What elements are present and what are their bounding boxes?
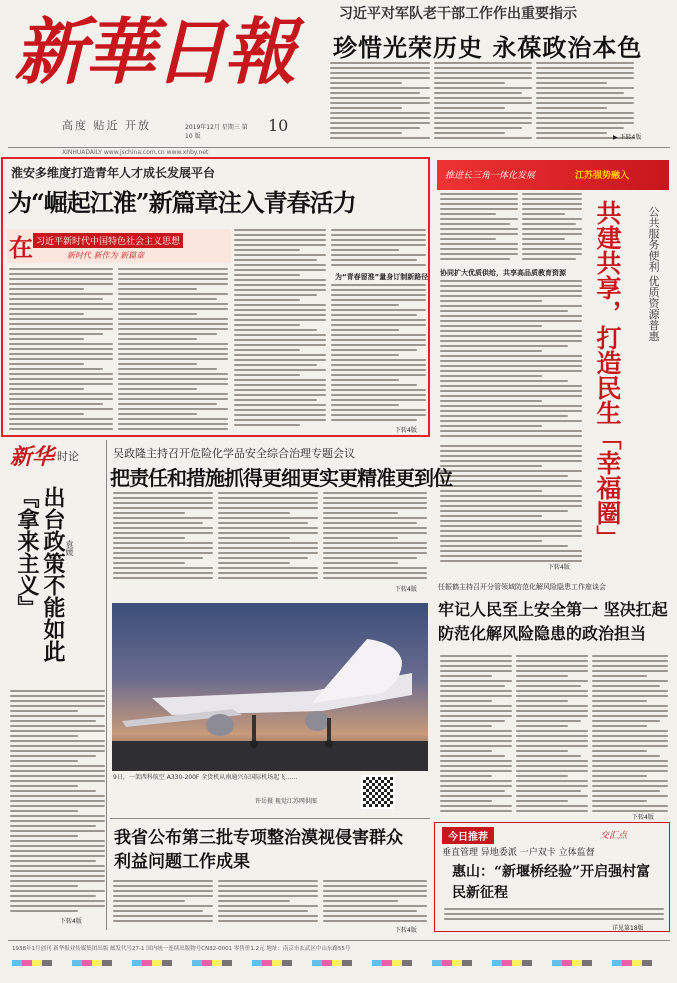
banner-headline[interactable]: 共建共享，打造民生「幸福圈」 — [593, 200, 622, 550]
banner-badge-2: 江苏强势融入 — [575, 171, 630, 181]
photo-caption: 9日，一架西科航空 A330-200F 全货机从南通兴东国际机场起飞…… — [113, 774, 298, 781]
safety-column-3 — [323, 492, 427, 585]
airplane-icon — [112, 603, 428, 771]
banner-column-2 — [522, 193, 582, 265]
web-strip[interactable]: XINHUADAILY www.jschina.com.cn www.xhby.net — [62, 149, 209, 156]
right-story2-column-2 — [516, 655, 588, 815]
lead-column-2 — [118, 268, 228, 433]
safety-column-1 — [113, 492, 213, 585]
main-headline[interactable]: 珍惜光荣历史 永葆政治本色 — [333, 33, 643, 62]
qr-code-icon[interactable] — [361, 775, 395, 809]
lead-badge — [7, 229, 231, 263]
commentary-label: 时论 — [57, 450, 79, 463]
badge-sub: 新时代 新作为 新篇章 — [67, 251, 145, 260]
recommend-label: 今日推荐 — [442, 827, 494, 844]
right-banner-header — [437, 160, 669, 190]
bottom-divider — [110, 818, 430, 819]
lead-column-5 — [331, 284, 426, 426]
safety-headline[interactable]: 把责任和措施抓得更细更实更精准更到位 — [110, 466, 452, 490]
footer-text: 1938年1月创刊 新华报业传媒集团出版 邮发代号27-1 国内统一连续出版物号CN32-0001 零售价1.2元 地址：南京市玄武区中山东路55号 — [12, 946, 351, 952]
right-story2-column-3 — [592, 655, 668, 815]
recommend-headline[interactable]: 惠山：“新堰桥经验”开启强村富民新征程 — [452, 864, 651, 901]
right-story2-more[interactable]: 下转4版 — [632, 814, 654, 821]
lead-column-3 — [234, 229, 326, 433]
masthead-more[interactable]: ▶ 下转4版 — [613, 134, 642, 141]
bottom-headline[interactable]: 我省公布第三批专项整治漠视侵害群众利益问题工作成果 — [114, 828, 403, 872]
banner-column-4 — [440, 445, 582, 563]
banner-sub-1: 协同扩大优质供给，共享高品质教育资源 — [440, 269, 566, 277]
right-story2-kicker: 任振鹤主持召开分管领域防范化解风险隐患工作座谈会 — [438, 583, 606, 591]
recommend-more[interactable]: 详见第18版 — [612, 925, 644, 932]
banner-more[interactable]: 下转4版 — [548, 564, 570, 571]
masthead-column — [330, 62, 430, 142]
photo-credit: 许岳摄 视觉江苏网供图 — [255, 798, 317, 805]
lead-kicker: 淮安多维度打造青年人才成长发展平台 — [11, 166, 216, 180]
lead-column-1 — [9, 268, 113, 433]
top-headline[interactable]: 习近平对军队老干部工作作出重要指示 — [339, 6, 577, 22]
banner-badge-1: 推进长三角一体化发展 — [445, 171, 536, 181]
bottom-more[interactable]: 下转4版 — [395, 927, 417, 934]
masthead-column — [434, 62, 532, 142]
bottom-column-3 — [323, 880, 427, 925]
masthead-divider — [8, 147, 670, 148]
issue-info: 2019年12月 星期三 第10 版 — [185, 124, 248, 140]
commentary-logo: 新华 — [10, 444, 55, 470]
safety-more[interactable]: 下转4版 — [395, 586, 417, 593]
right-story2-headline[interactable]: 牢记人民至上安全第一 坚决扛起防范化解风险隐患的政治担当 — [438, 600, 668, 643]
recommend-tags: 垂直管理 异地委派 一户双卡 立体监督 — [442, 848, 595, 858]
badge-char: 在 — [9, 233, 33, 262]
banner-side-tag: 公共服务便利 优质资源普惠 — [647, 206, 660, 342]
lead-column-4 — [331, 229, 426, 269]
commentary-author: 袁媛 — [65, 540, 74, 556]
masthead-slogan: 高度 贴近 开放 — [62, 119, 151, 132]
commentary-headline[interactable]: 出台政策不能如此『拿来主义』 — [14, 486, 66, 662]
color-bar — [12, 960, 662, 966]
footer-rule — [8, 940, 670, 941]
right-story2-column-1 — [440, 655, 512, 815]
safety-column-2 — [218, 492, 318, 585]
bottom-column-1 — [113, 880, 213, 925]
banner-column-1 — [440, 193, 518, 265]
masthead-title: 新華日報 — [14, 9, 295, 94]
badge-title: 习近平新时代中国特色社会主义思想 — [33, 233, 183, 248]
commentary-more[interactable]: 下转4版 — [60, 918, 82, 925]
banner-column-3 — [440, 280, 582, 440]
recommend-brand: 交汇点 — [600, 831, 628, 841]
lead-headline[interactable]: 为“崛起江淮”新篇章注入青春活力 — [8, 188, 356, 217]
commentary-column — [10, 690, 105, 915]
safety-kicker: 吴政隆主持召开危险化学品安全综合治理专题会议 — [113, 447, 355, 460]
commentary-divider — [106, 440, 107, 930]
bottom-column-2 — [218, 880, 318, 925]
airplane-photo[interactable] — [112, 603, 428, 771]
masthead-column — [536, 62, 634, 142]
lead-more[interactable]: 下转4版 — [395, 427, 417, 434]
lead-subhead: 为“青春留淮”量身订制新路径 — [335, 273, 429, 281]
page-number: 10 — [268, 116, 289, 135]
